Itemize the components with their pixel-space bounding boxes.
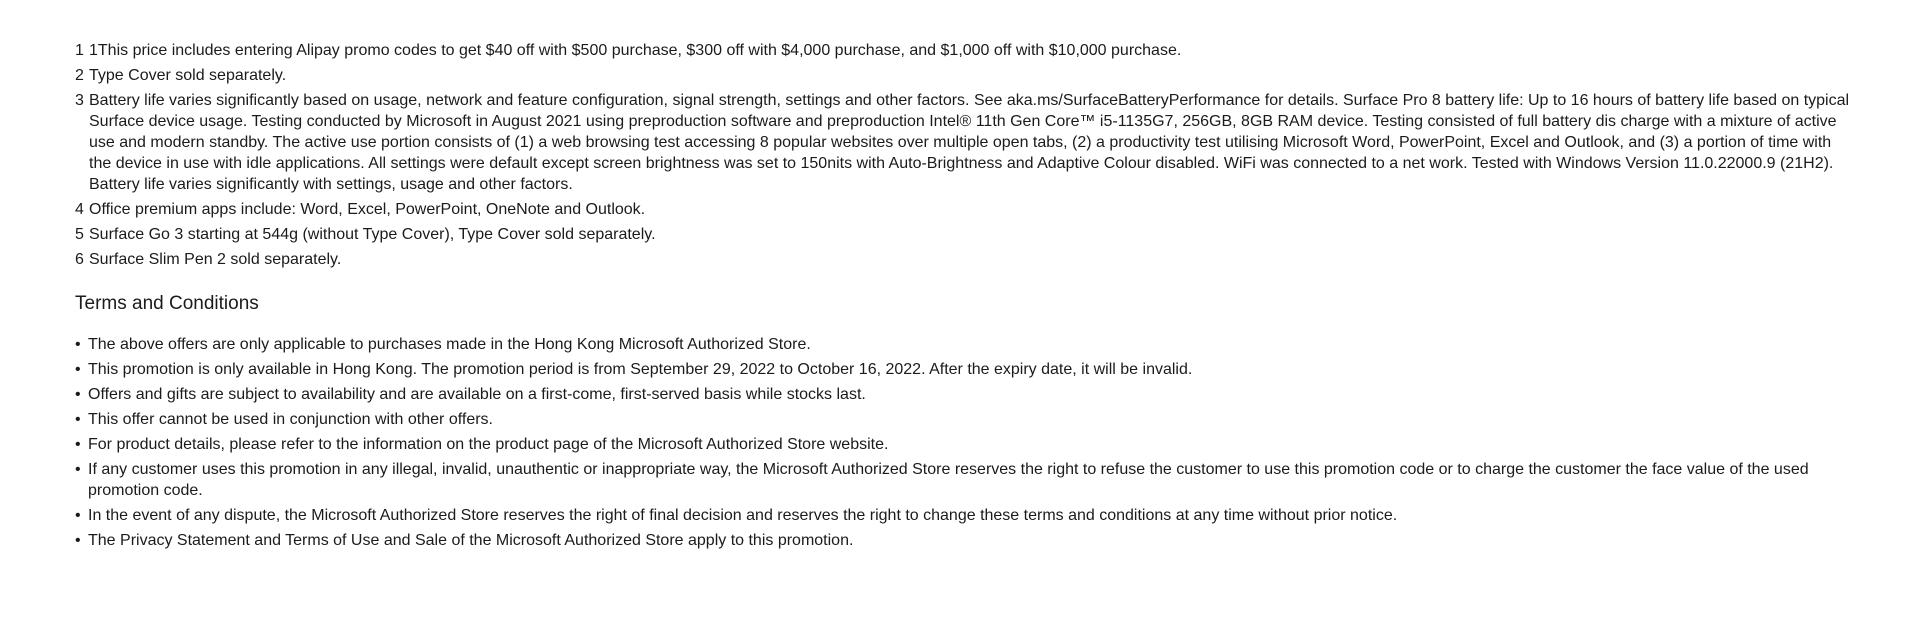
footnote-number: 4 [75,201,84,218]
terms-item [75,334,1850,355]
terms-item-text: The above offers are only applicable to purchases made in the Hong Kong Microsoft Authorized Store. [88,336,811,353]
footnotes-list [75,40,1850,270]
bullet-icon: • [75,386,81,403]
bullet-icon: • [75,336,81,353]
terms-item [75,384,1850,405]
terms-heading: Terms and Conditions [75,293,259,314]
terms-item-text: Offers and gifts are subject to availability and are available on a first-come, first-served basis while stocks last. [88,386,866,403]
terms-item [75,359,1850,380]
bullet-icon: • [75,411,81,428]
terms-item-text: In the event of any dispute, the Microsoft Authorized Store reserves the right of final decision and reserves the right to change these terms and conditions at any time without prior notice. [88,507,1398,524]
footnote-text: Battery life varies significantly based on usage, network and feature configuration, signal strength, settings and other factors. See aka.ms/SurfaceBatteryPerformance for details. Surface Pro 8 battery life: Up to 16 hours of battery life based on typical Surface device usage. Testing conducted by Microsoft in August 2021 using preproduction software and preproduction Intel® 11th Gen Core™ i5-1135G7, 256GB, 8GB RAM device. Testing consisted of full battery dis charge with a mixture of active use and modern standby. The active use portion consists of (1) a web browsing test accessing 8 popular websites over multiple open tabs, (2) a productivity test utilising Microsoft Word, PowerPoint, Excel and Outlook, and (3) a portion of time with the device in use with idle applications. All settings were default except screen brightness was set to 150nits with Auto-Brightness and Adaptive Colour disabled. WiFi was connected to a net work. Tested with Windows Version 11.0.22000.9 (21H2). Battery life varies significantly with settings, usage and other factors. [89,92,1850,193]
footnote-text: Office premium apps include: Word, Excel, PowerPoint, OneNote and Outlook. [89,201,646,218]
footnote-item [75,249,1850,270]
footnote-number: 6 [75,251,84,268]
footnote-text: Type Cover sold separately. [89,67,287,84]
bullet-icon: • [75,461,81,478]
terms-item-text: This offer cannot be used in conjunction with other offers. [88,411,493,428]
terms-item [75,530,1850,551]
footnote-item [75,40,1850,61]
bullet-icon: • [75,507,81,524]
footnote-text: Surface Go 3 starting at 544g (without Type Cover), Type Cover sold separately. [89,226,656,243]
terms-item-text: This promotion is only available in Hong Kong. The promotion period is from September 29, 2022 to October 16, 2022. After the expiry date, it will be invalid. [88,361,1193,378]
footnote-number: 5 [75,226,84,243]
bullet-icon: • [75,436,81,453]
footnote-item [75,90,1850,195]
footnote-item [75,65,1850,86]
terms-list [75,334,1850,551]
footnote-text: Surface Slim Pen 2 sold separately. [89,251,342,268]
footnote-text: 1This price includes entering Alipay promo codes to get $40 off with $500 purchase, $300 off with $4,000 purchase, and $1,000 off with $10,000 purchase. [89,42,1182,59]
terms-item-text: For product details, please refer to the information on the product page of the Microsoft Authorized Store website. [88,436,889,453]
terms-item [75,459,1850,501]
terms-item [75,505,1850,526]
bullet-icon: • [75,532,81,549]
footnote-item [75,224,1850,245]
footnote-number: 1 [75,42,84,59]
footnote-number: 3 [75,92,84,109]
terms-item [75,409,1850,430]
footnote-number: 2 [75,67,84,84]
terms-item-text: The Privacy Statement and Terms of Use and Sale of the Microsoft Authorized Store apply to this promotion. [88,532,854,549]
footnote-item [75,199,1850,220]
bullet-icon: • [75,361,81,378]
terms-item-text: If any customer uses this promotion in any illegal, invalid, unauthentic or inappropriate way, the Microsoft Authorized Store reserves the right to refuse the customer to use this promotion code or to charge the customer the face value of the used promotion code. [88,461,1809,499]
terms-item [75,434,1850,455]
